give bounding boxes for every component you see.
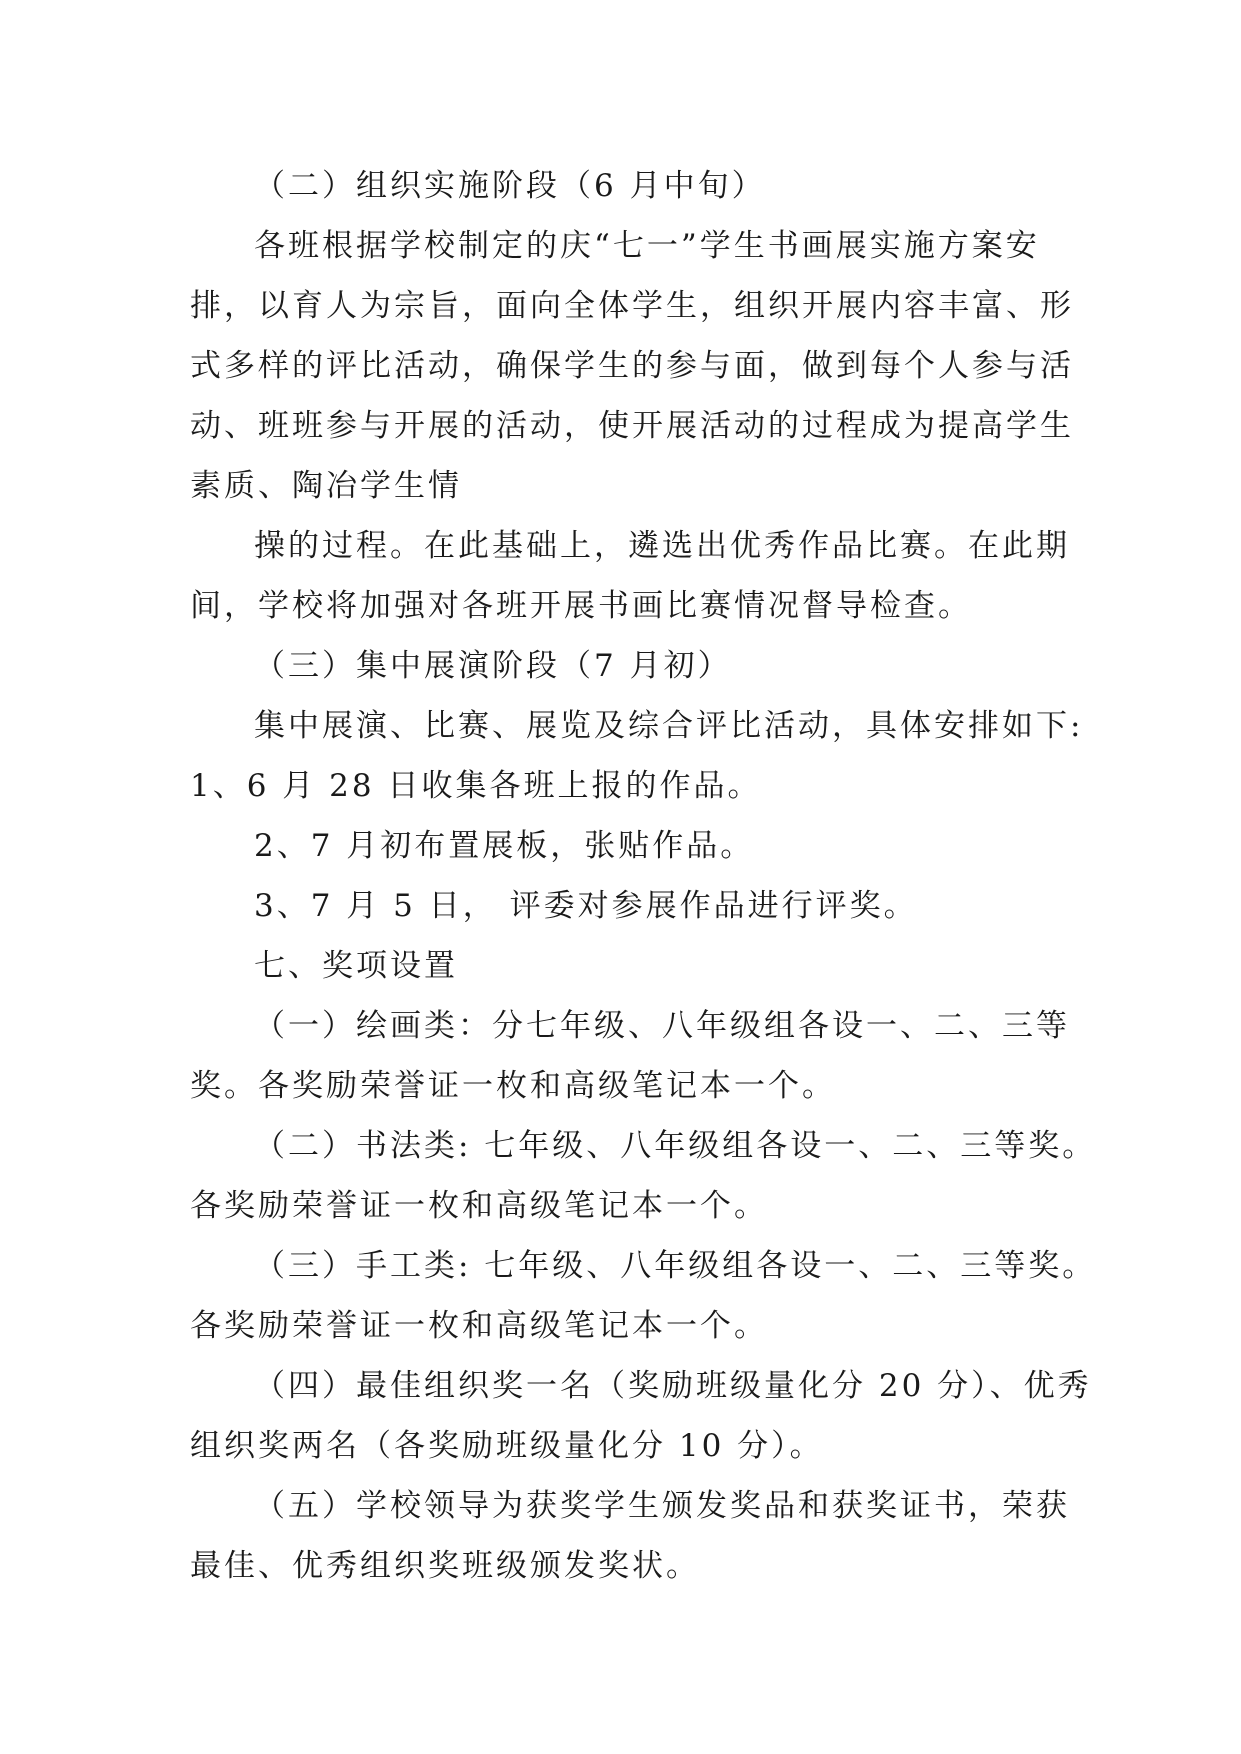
paragraph-line: （四）最佳组织奖一名（奖励班级量化分 20 分）、优秀 — [254, 1368, 1092, 1404]
paragraph-line: （二）书法类: 七年级、八年级组各设一、二、三等奖。 — [254, 1128, 1097, 1164]
paragraph-line: 组织奖两名（各奖励班级量化分 10 分）。 — [190, 1428, 824, 1464]
paragraph-line: 最佳、优秀组织奖班级颁发奖状。 — [190, 1548, 700, 1584]
paragraph-line: 集中展演、比赛、展览及综合评比活动，具体安排如下: — [254, 708, 1084, 744]
paragraph-line: （五）学校领导为获奖学生颁发奖品和获奖证书，荣获 — [254, 1488, 1070, 1524]
paragraph-line: 动、班班参与开展的活动，使开展活动的过程成为提高学生 — [190, 408, 1074, 444]
list-item: 2、7 月初布置展板，张贴作品。 — [254, 828, 755, 864]
paragraph-line: （三）手工类: 七年级、八年级组各设一、二、三等奖。 — [254, 1248, 1097, 1284]
paragraph-line: 奖。各奖励荣誉证一枚和高级笔记本一个。 — [190, 1068, 836, 1104]
paragraph-line: 间，学校将加强对各班开展书画比赛情况督导检查。 — [190, 588, 972, 624]
paragraph-line: （一）绘画类：分七年级、八年级组各设一、二、三等 — [254, 1008, 1070, 1044]
paragraph-line: 式多样的评比活动，确保学生的参与面，做到每个人参与活 — [190, 348, 1074, 384]
section-heading-awards: 七、奖项设置 — [254, 948, 458, 984]
paragraph-line: 各班根据学校制定的庆“七一”学生书画展实施方案安 — [254, 228, 1040, 264]
section-heading-exhibition: （三）集中展演阶段（7 月初） — [254, 648, 732, 684]
paragraph-line: 各奖励荣誉证一枚和高级笔记本一个。 — [190, 1308, 768, 1344]
section-heading-implementation: （二）组织实施阶段（6 月中旬） — [254, 168, 766, 204]
list-item: 1、6 月 28 日收集各班上报的作品。 — [190, 768, 762, 804]
body-text — [190, 156, 1097, 1596]
paragraph-line: 操的过程。在此基础上，遴选出优秀作品比赛。在此期 — [254, 528, 1070, 564]
paragraph-line: 各奖励荣誉证一枚和高级笔记本一个。 — [190, 1188, 768, 1224]
list-item: 3、7 月 5 日， 评委对参展作品进行评奖。 — [254, 888, 918, 924]
paragraph-line: 排，以育人为宗旨，面向全体学生，组织开展内容丰富、形 — [190, 288, 1074, 324]
paragraph-line: 素质、陶冶学生情 — [190, 468, 462, 504]
